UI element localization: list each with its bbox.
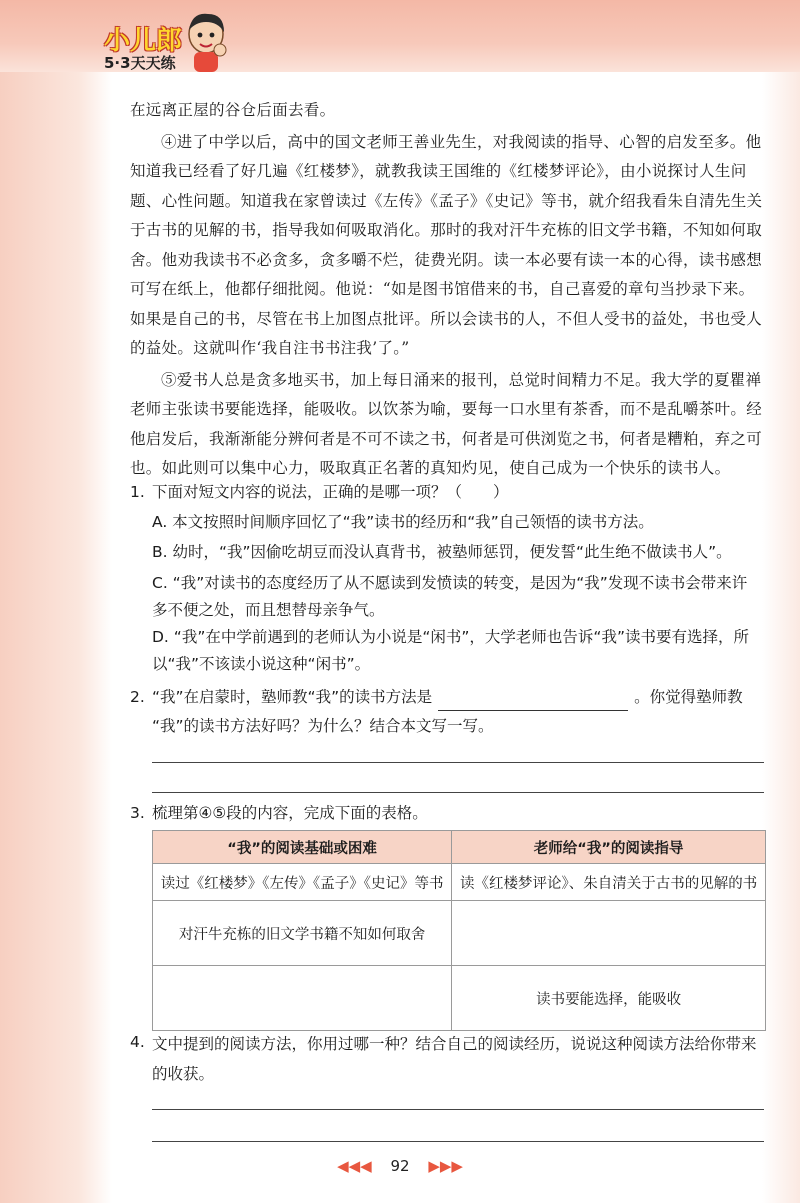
- question-stem: 文中提到的阅读方法，你用过哪一种？结合自己的阅读经历，说说这种阅读方法给你带来的收获。: [152, 1035, 757, 1083]
- option-a[interactable]: A. 本文按照时间顺序回忆了“我”读书的经历和“我”自己领悟的读书方法。: [152, 513, 654, 531]
- passage-paragraph: 在远离正屋的谷仓后面去看。: [130, 101, 336, 119]
- question-stem: 梳理第④⑤段的内容，完成下面的表格。: [152, 804, 428, 822]
- question-stem: “我”在启蒙时，塾师教“我”的读书方法是: [152, 688, 433, 706]
- table-cell: 读过《红楼梦》《左传》《孟子》《史记》等书: [153, 864, 452, 901]
- fill-in-blank[interactable]: [438, 692, 628, 711]
- passage-paragraph: ④进了中学以后，高中的国文老师王善业先生，对我阅读的指导、心智的启发至多。他知道我已经看了好几遍《红楼梦》，就教我读王国维的《红楼梦评论》，由小说探讨人生问题、心性问题。知道我在家曾读过《左传》《孟子》《史记》等书，就介绍我看朱自清先生关于古书的见解的书，指导我如何吸取消化。那时的我对汗牛充栋的旧文学书籍，不知如何取舍。他劝我读书不必贪多，贪多嚼不烂，徒费光阴。读一本必要有读一本的心得，读书感想可写在纸上，他都仔细批阅。他说：“如是图书馆借来的书，自己喜爱的章句当抄录下来。如果是自己的书，尽管在书上加图点批评。所以会读书的人，不但人受书的益处，书也受人的益处。这就叫作‘我自注书书注我’了。”: [130, 132, 763, 357]
- option-d[interactable]: D. “我”在中学前遇到的老师认为小说是“闲书”，大学老师也告诉“我”读书要有选择，所以“我”不该读小说这种“闲书”。: [152, 628, 749, 673]
- question-1: [130, 479, 770, 689]
- answer-line[interactable]: [152, 1141, 764, 1142]
- passage-paragraph: ⑤爱书人总是贪多地买书，加上每日涌来的报刊，总觉时间精力不足。我大学的夏瞿禅老师主张读书要能选择，能吸收。以饮茶为喻，要每一口水里有茶香，而不是乱嚼茶叶。经他启发后，我渐渐能分辨何者是不可不读之书，何者是可供浏览之书，何者是糟粕，弃之可也。如此则可以集中心力，吸取真正名著的真知灼见，使自己成为一个快乐的读书人。: [130, 370, 763, 477]
- table-row: [153, 901, 766, 966]
- brand-title: 小儿郎: [104, 26, 183, 56]
- table-row: [153, 966, 766, 1031]
- table-header-left: “我”的阅读基础或困难: [153, 831, 452, 864]
- table-answer-cell[interactable]: [153, 966, 452, 1031]
- answer-line[interactable]: [152, 1109, 764, 1110]
- question-2: [130, 684, 770, 804]
- table-cell: 读书要能选择，能吸收: [452, 966, 766, 1031]
- reading-table-wrap: [130, 830, 770, 1025]
- brand-logo: [100, 20, 240, 80]
- answer-line[interactable]: [152, 762, 764, 763]
- reading-table: [152, 830, 766, 1031]
- question-stem-line2: “我”的读书方法好吗？为什么？结合本文写一写。: [152, 717, 494, 735]
- page-footer: [0, 1157, 800, 1175]
- table-header-right: 老师给“我”的阅读指导: [452, 831, 766, 864]
- table-row: [153, 864, 766, 901]
- passage: [130, 96, 770, 484]
- question-number: 3.: [130, 804, 145, 822]
- question-stem-cont: 。你觉得塾师教: [634, 688, 743, 706]
- option-b[interactable]: B. 幼时，“我”因偷吃胡豆而没认真背书，被塾师惩罚，便发誓“此生绝不做读书人”。: [152, 543, 732, 561]
- table-cell: 对汗牛充栋的旧文学书籍不知如何取舍: [153, 901, 452, 966]
- option-c[interactable]: C. “我”对读书的态度经历了从不愿读到发愤读的转变，是因为“我”发现不读书会带来许多不便之处，而且想替母亲争气。: [152, 574, 748, 619]
- table-answer-cell[interactable]: [452, 901, 766, 966]
- boy-mascot-icon: [182, 10, 230, 76]
- left-margin-band: [0, 72, 112, 1203]
- question-number: 1.: [130, 483, 145, 501]
- table-cell: 读《红楼梦评论》、朱自清关于古书的见解的书: [452, 864, 766, 901]
- next-arrows-icon: ▶▶▶: [428, 1157, 463, 1175]
- page-number: 92: [390, 1157, 410, 1175]
- question-stem: 下面对短文内容的说法，正确的是哪一项？（ ）: [152, 483, 509, 501]
- prev-arrows-icon: ◀◀◀: [337, 1157, 372, 1175]
- brand-subtitle: 5·3天天练: [104, 54, 176, 72]
- answer-line[interactable]: [152, 792, 764, 793]
- question-number: 4.: [130, 1033, 145, 1051]
- question-3: [130, 800, 770, 828]
- question-4: [130, 1029, 770, 1149]
- question-number: 2.: [130, 688, 145, 706]
